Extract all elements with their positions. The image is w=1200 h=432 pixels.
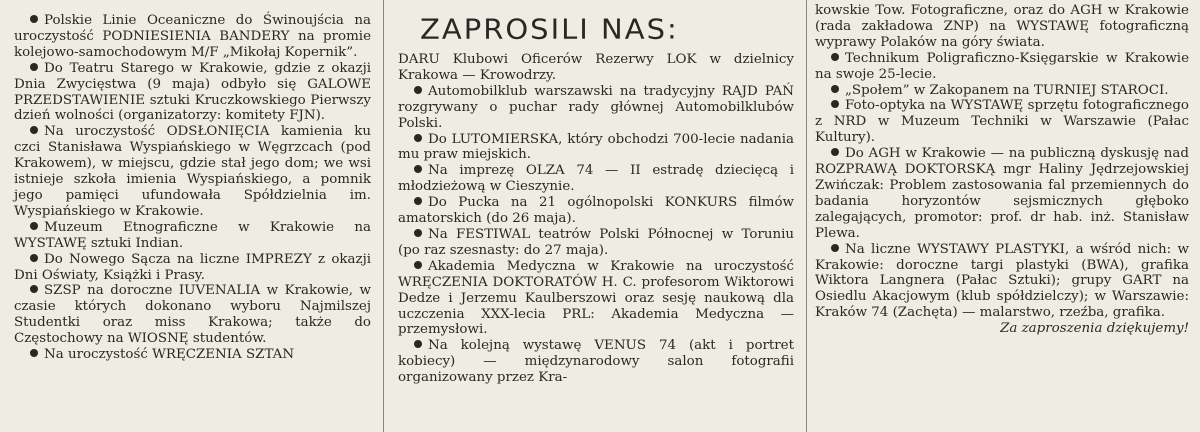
paragraph: Do Teatru Starego w Krakowie, gdzie z okazji Dnia Zwycięstwa (9 maja) odbyło się GALOWE PRZEDSTAWIENIE sztuki Kruczkowskiego Pierwszy dzień wolności (organizatorzy: komitety FJN). bbox=[14, 60, 371, 124]
paragraph: Technikum Poligraficzno-Księgarskie w Krakowie na swoje 25-lecie. bbox=[815, 50, 1189, 82]
bullet-icon bbox=[831, 85, 839, 93]
bullet-icon bbox=[414, 340, 422, 348]
column-1 bbox=[14, 0, 384, 432]
article-heading: ZAPROSILI NAS: bbox=[420, 12, 679, 46]
bullet-icon bbox=[30, 222, 38, 230]
bullet-icon bbox=[30, 349, 38, 357]
paragraph: Automobilklub warszawski na tradycyjny RAJD PAŃ rozgrywany o puchar rady głównej Automobilklubów Polski. bbox=[398, 83, 794, 131]
bullet-icon bbox=[30, 15, 38, 23]
bullet-icon bbox=[831, 53, 839, 61]
bullet-icon bbox=[414, 165, 422, 173]
paragraph: Na liczne WYSTAWY PLASTYKI, a wśród nich: w Krakowie: doroczne targi plastyki (BWA), grafika Wiktora Langnera (Pałac Sztuki); grupy GART na Osiedlu Akacjowym (klub spółdzielczy); w Warszawie: Kraków 74 (Zachęta) — malarstwo, rzeźba, grafika. bbox=[815, 241, 1189, 321]
bullet-icon bbox=[831, 100, 839, 108]
paragraph: Na imprezę OLZA 74 — II estradę dziecięcą i młodzieżową w Cieszynie. bbox=[398, 163, 794, 195]
signature: Za zaproszenia dziękujemy! bbox=[1000, 321, 1189, 337]
paragraph: Na uroczystość ODSŁONIĘCIA kamienia ku czci Stanisława Wyspiańskiego w Węgrzcach (pod Krakowem), w miejscu, gdzie stał jego dom; we wsi istnieje szkoła imienia Wyspiańskiego, a pomnik jego pamięci ufundowała Spółdzielnia im. Wyspiańskiego w Krakowie. bbox=[14, 124, 371, 219]
paragraph: Na uroczystość WRĘCZENIA SZTAN bbox=[14, 347, 371, 363]
bullet-icon bbox=[30, 63, 38, 71]
paragraph: kowskie Tow. Fotograficzne, oraz do AGH w Krakowie (rada zakładowa ZNP) na WYSTAWĘ fotograficzną wyprawy Polaków na góry świata. bbox=[815, 3, 1189, 50]
paragraph: Do LUTOMIERSKA, który obchodzi 700-lecie nadania mu praw miejskich. bbox=[398, 131, 794, 163]
paragraph: Do AGH w Krakowie — na publiczną dyskusję nad ROZPRAWĄ DOKTORSKĄ mgr Haliny Jędrzejowskiej Zwińczak: Problem zastosowania fal przemiennych do badania horyzontów sejsmicznych głęboko zalegających, promotor: prof. dr hab. inż. Stanisław Plewa. bbox=[815, 146, 1189, 241]
paragraph: SZSP na doroczne IUVENALIA w Krakowie, w czasie których dokonano wyboru Najmilszej Studentki oraz miss Krakowa; także do Częstochowy na WIOSNĘ studentów. bbox=[14, 283, 371, 347]
paragraph: DARU Klubowi Oficerów Rezerwy LOK w dzielnicy Krakowa — Krowodrzy. bbox=[398, 52, 794, 83]
paragraph: Muzeum Etnograficzne w Krakowie na WYSTAWĘ sztuki Indian. bbox=[14, 219, 371, 251]
paragraph: Foto-optyka na WYSTAWĘ sprzętu fotograficznego z NRD w Muzeum Techniki w Warszawie (Pałac Kultury). bbox=[815, 98, 1189, 146]
bullet-icon bbox=[30, 285, 38, 293]
column-3 bbox=[806, 0, 1189, 432]
paragraph: Na kolejną wystawę VENUS 74 (akt i portret kobiecy) — międzynarodowy salon fotografii organizowany przez Kra- bbox=[398, 338, 794, 386]
bullet-icon bbox=[30, 254, 38, 262]
paragraph: Na FESTIWAL teatrów Polski Północnej w Toruniu (po raz szesnasty: do 27 maja). bbox=[398, 226, 794, 258]
bullet-icon bbox=[831, 148, 839, 156]
paragraph: Polskie Linie Oceaniczne do Świnoujścia na uroczystość PODNIESIENIA BANDERY na promie kolejowo-samochodowym M/F „Mikołaj Kopernik”. bbox=[14, 13, 371, 60]
bullet-icon bbox=[831, 244, 839, 252]
paragraph: „Społem” w Zakopanem na TURNIEJ STAROCI. bbox=[815, 83, 1189, 99]
bullet-icon bbox=[414, 134, 422, 142]
paragraph: Do Nowego Sącza na liczne IMPREZY z okazji Dni Oświaty, Książki i Prasy. bbox=[14, 251, 371, 283]
bullet-icon bbox=[414, 197, 422, 205]
bullet-icon bbox=[30, 126, 38, 134]
paragraph: Akademia Medyczna w Krakowie na uroczystość WRĘCZENIA DOKTORATÓW H. C. profesorom Wiktorowi Dedze i Jerzemu Kaulberszowi oraz sesję naukową dla uczczenia XXX-lecia PRL: Akademia Medyczna — przemysłowi. bbox=[398, 258, 794, 338]
bullet-icon bbox=[414, 261, 422, 269]
bullet-icon bbox=[414, 229, 422, 237]
column-2 bbox=[398, 0, 794, 432]
bullet-icon bbox=[414, 86, 422, 94]
paragraph: Do Pucka na 21 ogólnopolski KONKURS filmów amatorskich (do 26 maja). bbox=[398, 195, 794, 227]
